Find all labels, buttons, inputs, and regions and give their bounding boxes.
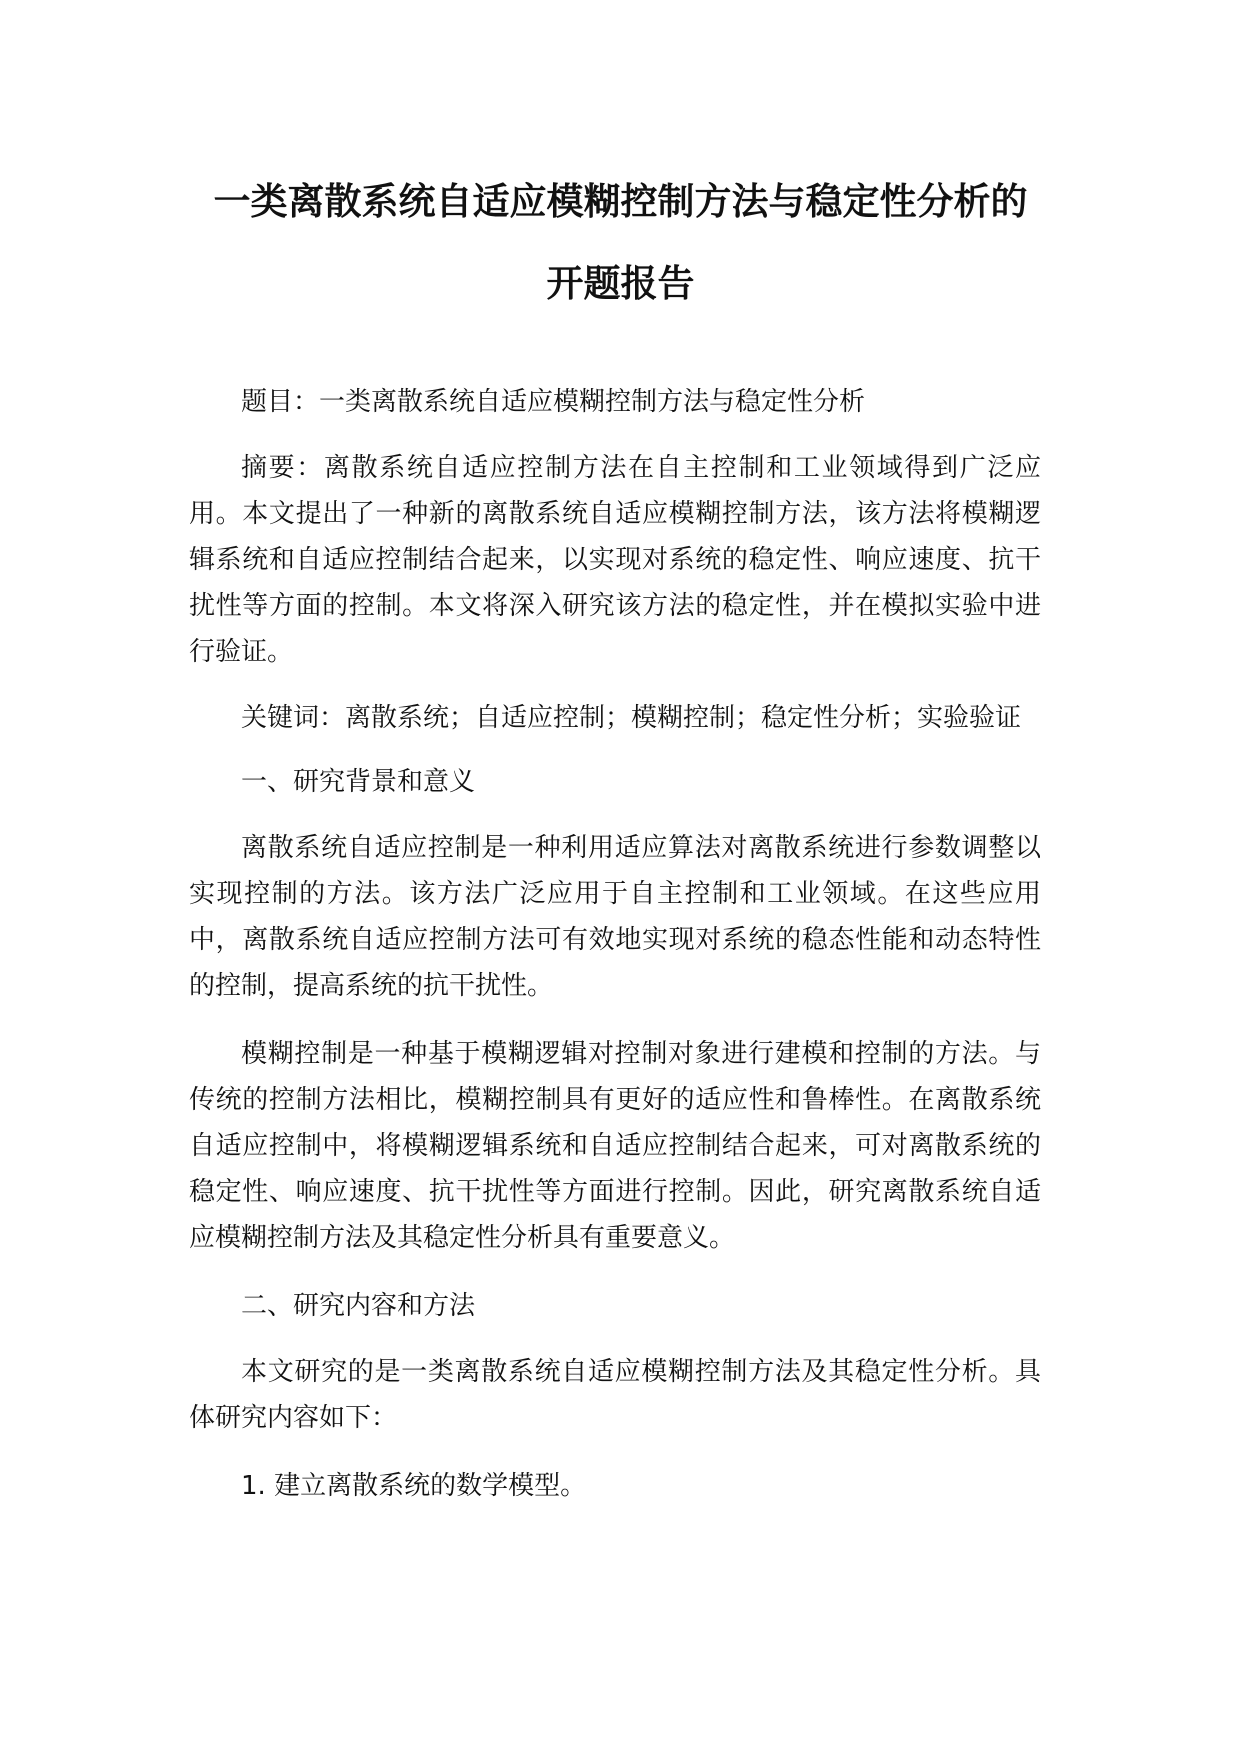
section-1-paragraph-1: 离散系统自适应控制是一种利用适应算法对离散系统进行参数调整以实现控制的方法。该方法广泛应用于自主控制和工业领域。在这些应用中，离散系统自适应控制方法可有效地实现对系统的稳态性能和动态特性的控制，提高系统的抗干扰性。: [189, 833, 1041, 1001]
section-1-paragraph-2: 模糊控制是一种基于模糊逻辑对控制对象进行建模和控制的方法。与传统的控制方法相比，模糊控制具有更好的适应性和鲁棒性。在离散系统自适应控制中，将模糊逻辑系统和自适应控制结合起来，可对离散系统的稳定性、响应速度、抗干扰性等方面进行控制。因此，研究离散系统自适应模糊控制方法及其稳定性分析具有重要意义。: [189, 1039, 1041, 1253]
document-body: [189, 379, 1041, 1509]
list-item-1: 1. 建立离散系统的数学模型。: [241, 1471, 587, 1501]
document-title-line-2: 开题报告: [546, 262, 695, 305]
section-2-heading: 二、研究内容和方法: [241, 1291, 476, 1321]
section-1-heading: 一、研究背景和意义: [241, 767, 476, 797]
subject-line: 题目：一类离散系统自适应模糊控制方法与稳定性分析: [241, 387, 866, 417]
document-title-line-1: 一类离散系统自适应模糊控制方法与稳定性分析的: [213, 180, 1028, 223]
section-2-paragraph-1: 本文研究的是一类离散系统自适应模糊控制方法及其稳定性分析。具体研究内容如下：: [189, 1357, 1041, 1433]
abstract-paragraph: 摘要：离散系统自适应控制方法在自主控制和工业领域得到广泛应用。本文提出了一种新的离散系统自适应模糊控制方法，该方法将模糊逻辑系统和自适应控制结合起来，以实现对系统的稳定性、响应速度、抗干扰性等方面的控制。本文将深入研究该方法的稳定性，并在模拟实验中进行验证。: [189, 453, 1041, 667]
keywords-paragraph: 关键词：离散系统；自适应控制；模糊控制；稳定性分析；实验验证: [241, 703, 1022, 733]
